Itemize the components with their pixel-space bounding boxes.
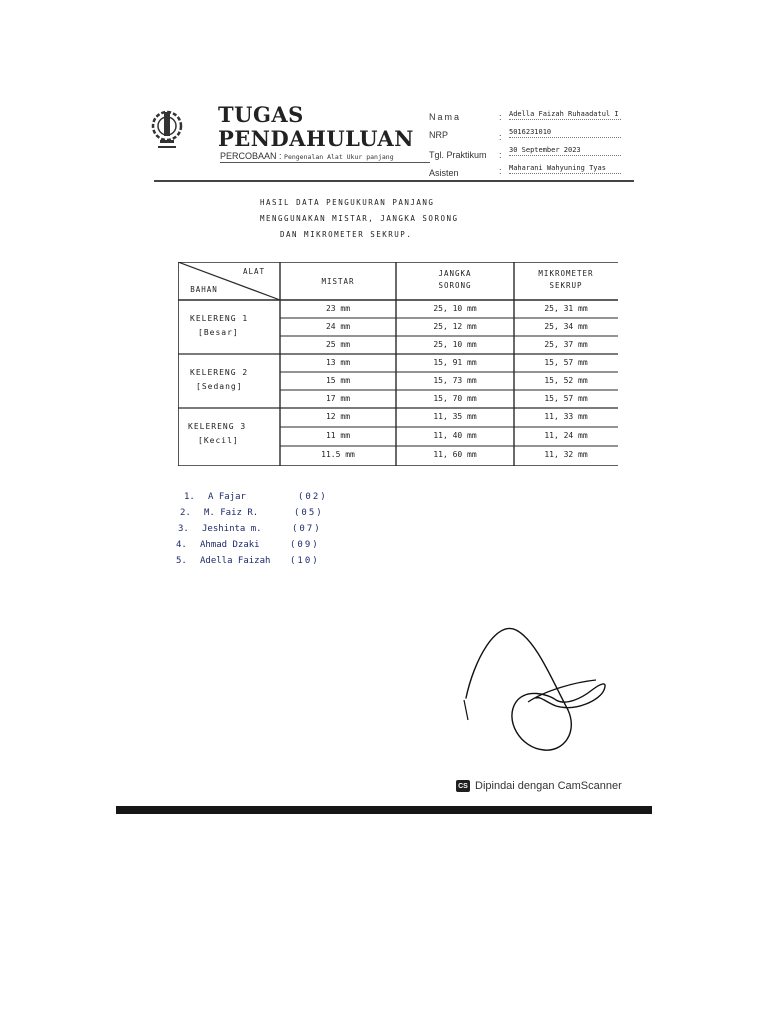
tgl-colon: :	[499, 150, 502, 160]
cell-mikrometer: 15, 57 mm	[544, 358, 588, 367]
cell-jangka: 11, 40 mm	[433, 431, 477, 440]
document-title-line2: PENDAHULUAN	[218, 126, 414, 151]
nama-colon: :	[499, 112, 502, 122]
member-nrp: (05)	[294, 508, 324, 518]
cell-mistar: 17 mm	[325, 394, 351, 403]
cell-mikrometer: 25, 34 mm	[544, 322, 588, 331]
asisten-label: Asisten	[429, 168, 459, 178]
cell-mikrometer: 15, 52 mm	[544, 376, 588, 385]
measurement-table	[178, 262, 618, 466]
cell-mistar: 25 mm	[325, 340, 351, 349]
cell-mikrometer: 15, 57 mm	[544, 394, 588, 403]
member-name: A Fajar	[208, 492, 246, 502]
heading-line3: DAN MIKROMETER SEKRUP.	[280, 230, 413, 239]
handwritten-signature	[456, 620, 626, 760]
cell-mistar: 23 mm	[325, 304, 351, 313]
cell-mikrometer: 11, 24 mm	[544, 431, 588, 440]
member-name: Adella Faizah	[200, 556, 271, 566]
header-mistar: MISTAR	[321, 277, 355, 286]
cell-jangka: 25, 10 mm	[433, 304, 477, 313]
member-name: M. Faiz R.	[204, 508, 259, 518]
member-number: 4.	[176, 540, 187, 550]
cell-mistar: 24 mm	[325, 322, 351, 331]
percobaan-field	[220, 151, 430, 163]
scan-bottom-edge	[116, 806, 652, 814]
cell-mistar: 12 mm	[325, 412, 351, 421]
nrp-label: NRP	[429, 130, 449, 140]
cell-mikrometer: 11, 33 mm	[544, 412, 588, 421]
header-jangka-line1: JANGKA	[438, 269, 472, 278]
group-size-kelereng-3: [Kecil]	[198, 436, 239, 445]
heading-line1: HASIL DATA PENGUKURAN PANJANG	[260, 198, 435, 207]
institution-logo	[150, 100, 184, 156]
member-nrp: (07)	[292, 524, 322, 534]
cell-jangka: 15, 91 mm	[433, 358, 477, 367]
cell-mikrometer: 25, 31 mm	[544, 304, 588, 313]
member-nrp: (10)	[290, 556, 320, 566]
watermark-text: Dipindai dengan CamScanner	[475, 780, 622, 792]
header-jangka-line2: SORONG	[438, 281, 472, 290]
group-name-kelereng-2: KELERENG 2	[190, 368, 249, 377]
cell-mistar: 11 mm	[325, 431, 351, 440]
group-name-kelereng-3: KELERENG 3	[188, 422, 247, 431]
cell-jangka: 15, 70 mm	[433, 394, 477, 403]
cell-jangka: 15, 73 mm	[433, 376, 477, 385]
percobaan-value: Pengenalan Alat Ukur panjang	[284, 153, 394, 161]
corner-alat: ALAT	[242, 267, 266, 276]
header-divider	[154, 180, 634, 182]
nama-value: Adella Faizah Ruhaadatul I	[509, 110, 621, 120]
nrp-colon: :	[499, 132, 502, 142]
member-name: Jeshinta m.	[202, 524, 262, 534]
group-size-kelereng-1: [Besar]	[198, 328, 239, 337]
member-number: 1.	[184, 492, 195, 502]
member-nrp: (02)	[298, 492, 328, 502]
cell-jangka: 11, 60 mm	[433, 450, 477, 459]
tgl-praktikum-value: 30 September 2023	[509, 146, 621, 156]
cell-jangka: 25, 12 mm	[433, 322, 477, 331]
member-number: 3.	[178, 524, 189, 534]
camscanner-watermark	[456, 776, 622, 796]
member-number: 2.	[180, 508, 191, 518]
member-number: 5.	[176, 556, 187, 566]
member-name: Ahmad Dzaki	[200, 540, 260, 550]
header-mikrometer-line2: SEKRUP	[549, 281, 583, 290]
nama-label: Nama	[429, 112, 462, 122]
cell-mistar: 11.5 mm	[321, 450, 355, 459]
cell-mistar: 15 mm	[325, 376, 351, 385]
nrp-value: 5016231010	[509, 128, 621, 138]
cell-mikrometer: 25, 37 mm	[544, 340, 588, 349]
group-name-kelereng-1: KELERENG 1	[190, 314, 249, 323]
scanned-document	[116, 92, 652, 806]
asisten-colon: :	[499, 166, 502, 176]
percobaan-label: PERCOBAAN :	[220, 151, 282, 161]
cell-mikrometer: 11, 32 mm	[544, 450, 588, 459]
cell-jangka: 25, 10 mm	[433, 340, 477, 349]
member-nrp: (09)	[290, 540, 320, 550]
header-mikrometer-line1: MIKROMETER	[538, 269, 594, 278]
group-size-kelereng-2: [Sedang]	[196, 382, 243, 391]
asisten-value: Maharani Wahyuning Tyas	[509, 164, 621, 174]
corner-bahan: BAHAN	[190, 285, 218, 294]
document-title-line1: TUGAS	[218, 102, 304, 127]
cell-mistar: 13 mm	[325, 358, 351, 367]
tgl-praktikum-label: Tgl. Praktikum	[429, 150, 487, 160]
cell-jangka: 11, 35 mm	[433, 412, 477, 421]
cs-icon: CS	[456, 780, 470, 792]
heading-line2: MENGGUNAKAN MISTAR, JANGKA SORONG	[260, 214, 459, 223]
